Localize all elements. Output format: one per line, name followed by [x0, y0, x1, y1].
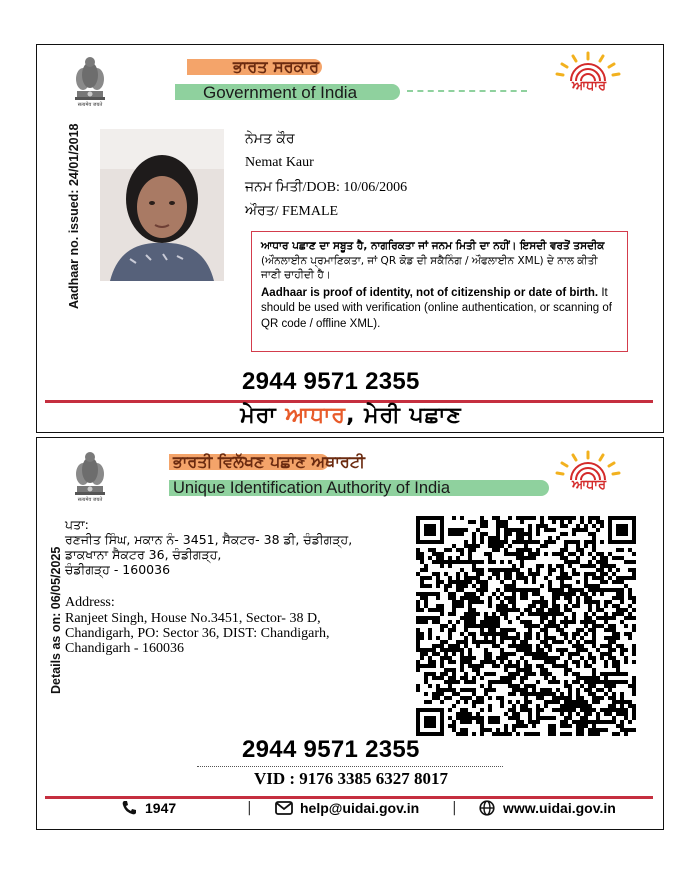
national-emblem-icon: [67, 53, 113, 105]
green-dash-line: [407, 90, 527, 92]
issued-date-label: Aadhaar no. issued: 24/01/2018: [67, 123, 81, 309]
emblem-caption: सत्यमेव जयते: [77, 102, 103, 108]
tagline-part-3: , ਮੇਰੀ ਪਛਾਣ: [346, 403, 462, 428]
footer-phone[interactable]: [121, 800, 176, 816]
emblem-caption: सत्यमेव जयते: [77, 497, 103, 503]
date-of-birth: ਜਨਮ ਮਿਤੀ/DOB: 10/06/2006: [245, 180, 408, 195]
notice-english: [261, 286, 618, 333]
notice-punjabi: [261, 239, 618, 283]
details-date-label: Details as on: 06/05/2025: [49, 546, 63, 694]
notice-punjabi-rest: (ਔਨਲਾਈਨ ਪ੍ਰਮਾਣਿਕਤਾ, ਜਾਂ QR ਕੋਡ ਦੀ ਸਕੈਨਿੰਗ / ਔਫਲਾਈਨ XML) ਦੇ ਨਾਲ ਕੀਤੀ ਜਾਣੀ ਚਾਹੀਦੀ ਹੈ।: [261, 254, 598, 281]
tagline-part-1: ਮੇਰਾ: [240, 403, 286, 428]
aadhaar-front-card: [36, 44, 664, 433]
address-punjabi-line-2: ਡਾਕਖਾਨਾ ਸੈਕਟਰ 36, ਚੰਡੀਗੜ੍ਹ,: [65, 547, 222, 562]
red-divider: [45, 796, 653, 799]
aadhaar-number: 2944 9571 2355: [242, 368, 420, 395]
footer-separator: |: [247, 800, 252, 816]
address-english-line-3: Chandigarh - 160036: [65, 641, 184, 656]
name-punjabi: ਨੇਮਤ ਕੌਰ: [245, 131, 295, 147]
phone-number: 1947: [145, 800, 177, 816]
tagline: [37, 403, 664, 428]
address-punjabi-line-3: ਚੰਡੀਗੜ੍ਹ - 160036: [65, 562, 171, 577]
address-punjabi-line-1: ਰਣਜੀਤ ਸਿੰਘ, ਮਕਾਨ ਨੰ- 3451, ਸੈਕਟਰ- 38 ਡੀ, ਚੰਡੀਗੜ੍ਹ,: [65, 532, 353, 547]
aadhaar-back-card: [36, 437, 664, 830]
address-english-line-1: Ranjeet Singh, House No.3451, Sector- 38 D,: [65, 611, 321, 626]
footer-separator: |: [452, 800, 457, 816]
holder-photo: [100, 129, 224, 281]
website-url: www.uidai.gov.in: [503, 800, 616, 816]
holder-photo-image: [100, 129, 224, 281]
name-english: Nemat Kaur: [245, 155, 314, 170]
notice-english-bold: Aadhaar is proof of identity, not of citizenship or date of birth.: [261, 286, 599, 299]
qr-code[interactable]: [416, 516, 636, 736]
phone-icon: [121, 800, 137, 816]
gov-title-english: Government of India: [203, 83, 358, 102]
national-emblem-icon: [67, 448, 113, 500]
dotted-divider: [197, 766, 503, 767]
address-label-punjabi: ਪਤਾ:: [65, 517, 89, 532]
authority-title-punjabi: ਭਾਰਤੀ ਵਿਲੱਖਣ ਪਛਾਣ ਅਥਾਰਟੀ: [173, 452, 365, 471]
footer-website[interactable]: [479, 800, 616, 816]
email-address: help@uidai.gov.in: [300, 800, 420, 816]
virtual-id: VID : 9176 3385 6327 8017: [253, 769, 449, 788]
tagline-part-2: ਆਧਾਰ: [285, 403, 347, 428]
notice-punjabi-bold: ਆਧਾਰ ਪਛਾਣ ਦਾ ਸਬੂਤ ਹੈ, ਨਾਗਰਿਕਤਾ ਜਾਂ ਜਨਮ ਮਿਤੀ ਦਾ ਨਹੀਂ। ਇਸਦੀ ਵਰਤੋਂ ਤਸਦੀਕ: [261, 240, 605, 252]
aadhaar-number: 2944 9571 2355: [242, 736, 420, 763]
authority-title-english: Unique Identification Authority of India: [173, 479, 451, 497]
globe-icon: [479, 800, 495, 816]
address-label-english: Address:: [65, 595, 115, 610]
aadhaar-logo-text: ਆਧਾਰ: [571, 478, 607, 493]
notice-english-rest: It should be used with verification (online authentication, or scanning of QR code / offline XML).: [261, 286, 612, 330]
footer-email[interactable]: [275, 800, 419, 816]
mail-icon: [275, 801, 293, 815]
address-english-line-2: Chandigarh, PO: Sector 36, DIST: Chandigarh,: [65, 626, 330, 641]
gender: ਔਰਤ/ FEMALE: [245, 204, 339, 219]
gov-title-punjabi: ਭਾਰਤ ਸਰਕਾਰ: [233, 57, 320, 76]
aadhaar-notice-box: [251, 231, 628, 352]
aadhaar-logo-text: ਆਧਾਰ: [571, 79, 607, 94]
